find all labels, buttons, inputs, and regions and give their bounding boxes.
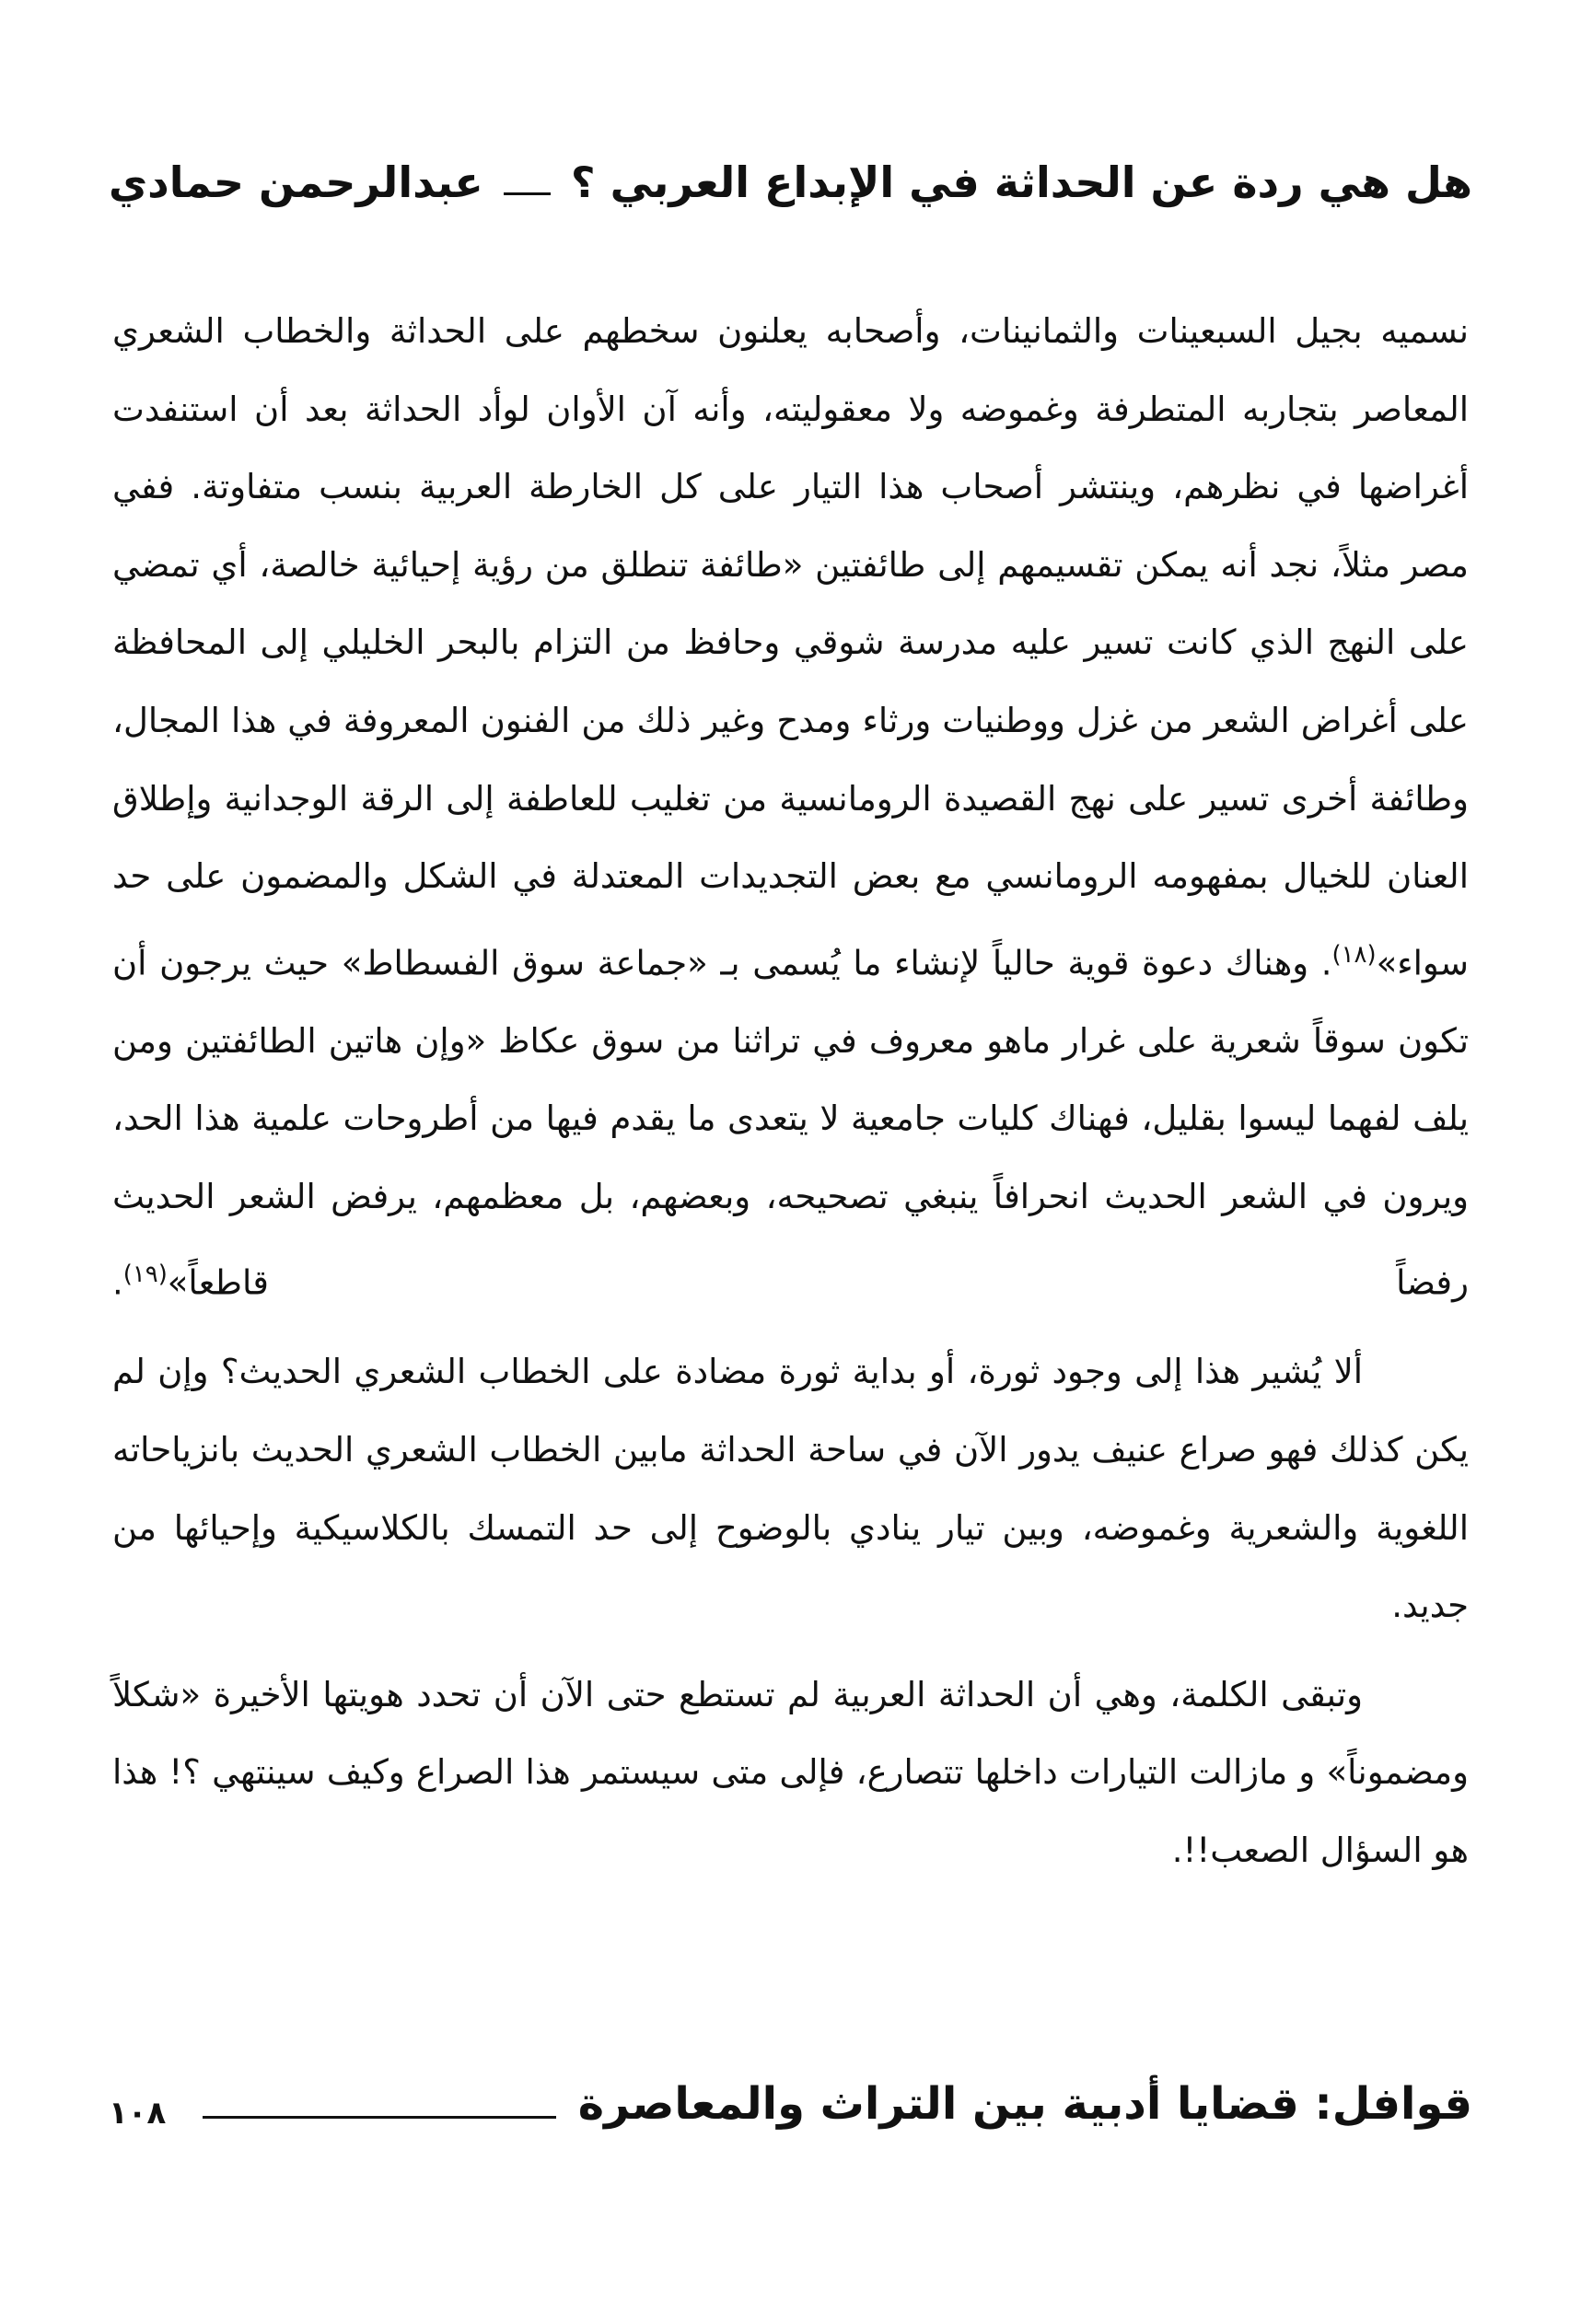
header-rule bbox=[504, 192, 551, 195]
text-line: رؤية إحيائية خالصة، أي تمضي على النهج الذي كانت تسير عليه مدرسة شوقي وحافظ bbox=[112, 544, 1469, 663]
text-line: أن استنفدت أغراضها في نظرهم، وينتشر أصحاب هذا التيار على كل الخارطة العربية bbox=[112, 389, 1470, 507]
running-footer bbox=[109, 2072, 1472, 2136]
text-line: الشعر الحديث رفضاً قاطعاً» bbox=[112, 1176, 1469, 1303]
text-line: بنسب متفاوتة. ففي مصر مثلاً، نجد أنه يمكن تقسيمهم إلى طائفتين «طائفة تنطلق من bbox=[112, 467, 1469, 585]
text-line: وتبقى الكلمة، وهي أن الحداثة العربية لم تستطع حتى الآن أن تحدد هويتها bbox=[322, 1674, 1364, 1714]
article-body bbox=[112, 293, 1469, 1890]
footnote-ref-18[interactable]: (١٨) bbox=[1331, 940, 1377, 969]
text-line: شعرية على غرار ماهو معروف في تراثنا من سوق عكاظ «وإن هاتين الطائفتين ومن يلف bbox=[112, 1020, 1469, 1139]
text-line: دعوة قوية حالياً لإنشاء ما يُسمى بـ «جماعة سوق الفسطاط» حيث يرجون أن تكون سوقاً bbox=[112, 943, 1470, 1061]
text-line: لفهما ليسوا بقليل، فهناك كليات جامعية لا يتعدى ما يقدم فيها من أطروحات علمية هذا bbox=[194, 1098, 1401, 1139]
text-line: الرومانسي مع بعض التجديدات المعتدلة في الشكل والمضمون على حد سواء» bbox=[112, 856, 1469, 983]
author-name: عبدالرحمن حمادي bbox=[109, 157, 483, 207]
text-line: الشعري المعاصر بتجاربه المتطرفة وغموضه ولا معقوليته، وأنه آن الأوان لوأد الحداثة بعد bbox=[112, 311, 1470, 429]
text-line: . وهناك bbox=[1225, 943, 1332, 983]
text-line: بالكلاسيكية وإحيائها من جديد. bbox=[112, 1507, 1469, 1626]
text-line: من التزام بالبحر الخليلي إلى المحافظة على أغراض الشعر من غزل ووطنيات ورثاء ومدح bbox=[112, 622, 1470, 740]
text-line: الرومانسية من تغليب للعاطفة إلى الرقة الوجدانية وإطلاق العنان للخيال بمفهومه bbox=[112, 778, 1469, 897]
paragraph-2 bbox=[112, 1333, 1469, 1644]
text-line: الحد، ويرون في الشعر الحديث انحرافاً ينبغي تصحيحه، وبعضهم، بل معظمهم، يرفض bbox=[112, 1098, 1470, 1216]
footnote-ref-19[interactable]: (١٩) bbox=[122, 1261, 168, 1289]
paragraph-3 bbox=[112, 1656, 1469, 1890]
text-line: الصراع وكيف سينتهي ؟! هذا هو السؤال الصعب!!. bbox=[112, 1752, 1469, 1870]
running-header bbox=[109, 145, 1472, 219]
text-line: وغير ذلك من الفنون المعروفة في هذا المجال، وطائفة أخرى تسير على نهج القصيدة bbox=[112, 700, 1469, 819]
series-title: قوافل: قضايا أدبية بين التراث والمعاصرة bbox=[577, 2078, 1472, 2130]
text-line: ألا يُشير هذا إلى وجود ثورة، أو بداية ثورة مضادة على الخطاب الشعري الحديث؟ bbox=[220, 1352, 1364, 1392]
text-line: . bbox=[112, 1262, 123, 1303]
page-number: ١٠٨ bbox=[109, 2095, 167, 2132]
footer-rule bbox=[203, 2116, 556, 2119]
paragraph-1 bbox=[112, 293, 1469, 1322]
text-line: الأخيرة «شكلاً ومضموناً» و مازالت التيارات داخلها تتصارع، فإلى متى سيستمر هذا bbox=[112, 1674, 1469, 1793]
text-line: نسميه بجيل السبعينات والثمانينات، وأصحابه يعلنون سخطهم على الحداثة والخطاب bbox=[242, 311, 1469, 351]
article-title: هل هي ردة عن الحداثة في الإبداع العربي ؟ bbox=[570, 157, 1472, 207]
text-line: وإن لم يكن كذلك فهو صراع عنيف يدور الآن في ساحة الحداثة مابين الخطاب الشعري bbox=[112, 1352, 1470, 1470]
text-line: الحديث بانزياحاته اللغوية والشعرية وغموضه، وبين تيار ينادي بالوضوح إلى حد التمسك bbox=[112, 1429, 1469, 1548]
